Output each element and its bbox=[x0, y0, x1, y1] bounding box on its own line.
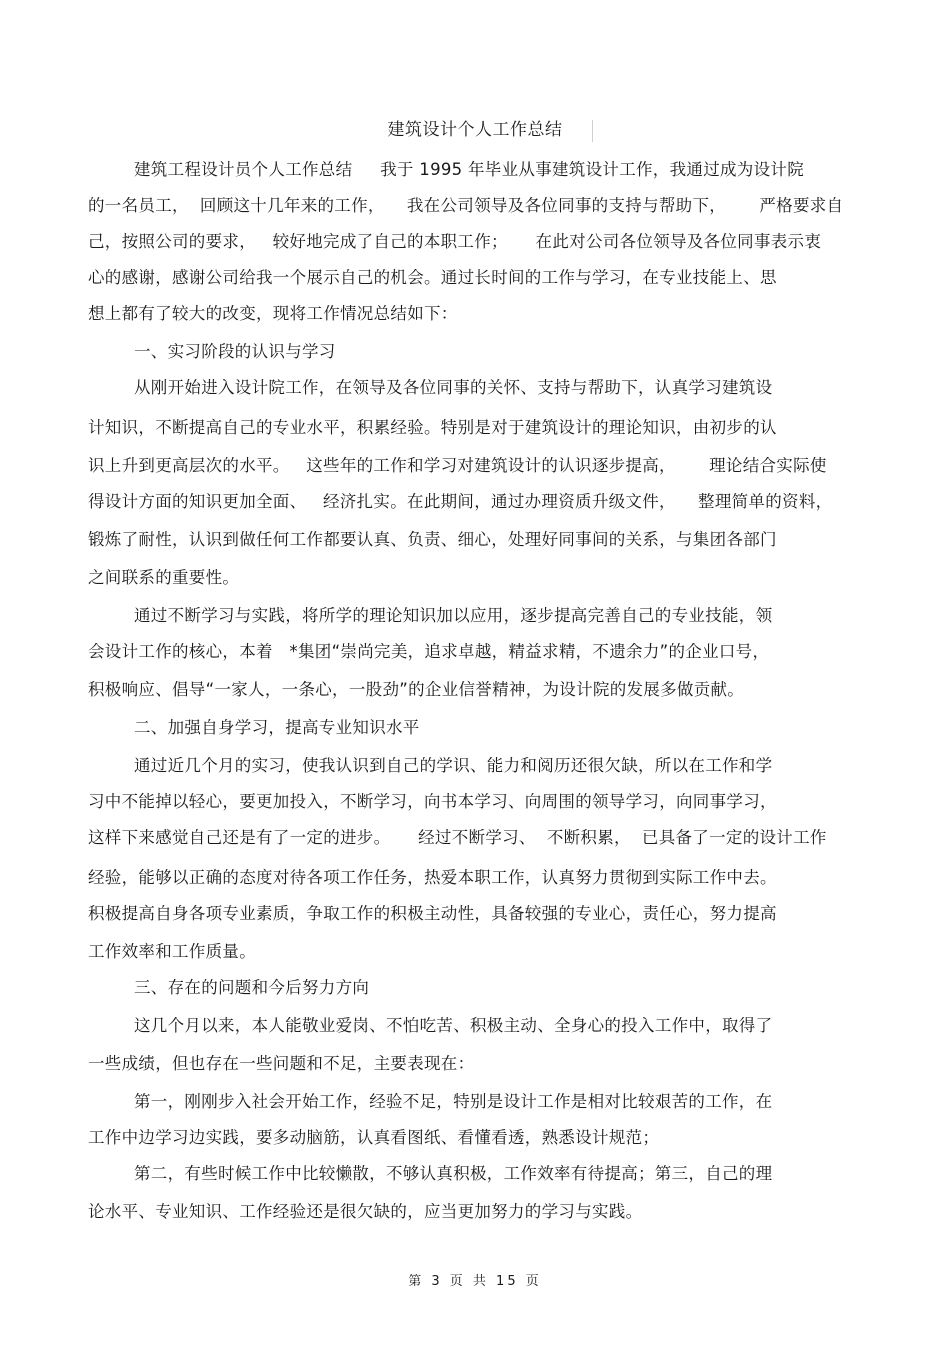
body-line: 己，按照公司的要求， 较好地完成了自己的本职工作； 在此对公司各位领导及各位同事表示衷 bbox=[88, 232, 822, 251]
body-line: 之间联系的重要性。 bbox=[88, 568, 240, 587]
section-heading: 一、实习阶段的认识与学习 bbox=[134, 342, 336, 361]
body-line: 这样下来感觉自己还是有了一定的进步。 经过不断学习、 不断积累， 已具备了一定的设计工作 bbox=[88, 828, 827, 847]
body-line: 工作中边学习边实践，要多动脑筋，认真看图纸、看懂看透，熟悉设计规范； bbox=[88, 1128, 660, 1147]
body-line: 识上升到更高层次的水平。 这些年的工作和学习对建筑设计的认识逐步提高， 理论结合实际使 bbox=[88, 456, 827, 475]
body-line: 想上都有了较大的改变，现将工作情况总结如下： bbox=[88, 304, 458, 323]
section-heading: 二、加强自身学习，提高专业知识水平 bbox=[134, 718, 420, 737]
body-line: 会设计工作的核心，本着 *集团“崇尚完美，追求卓越，精益求精，不遗余力”的企业口号， bbox=[88, 642, 770, 661]
body-line: 的一名员工， 回顾这十几年来的工作， 我在公司领导及各位同事的支持与帮助下， 严格要求自 bbox=[88, 196, 844, 215]
body-line: 工作效率和工作质量。 bbox=[88, 942, 256, 961]
body-line: 论水平、专业知识、工作经验还是很欠缺的，应当更加努力的学习与实践。 bbox=[88, 1202, 643, 1221]
document-title: 建筑设计个人工作总结 bbox=[387, 120, 563, 140]
body-line: 这几个月以来，本人能敬业爱岗、不怕吃苦、积极主动、全身心的投入工作中，取得了 bbox=[134, 1016, 773, 1035]
body-line: 心的感谢，感谢公司给我一个展示自己的机会。通过长时间的工作与学习，在专业技能上、思 bbox=[88, 268, 777, 287]
body-line: 通过近几个月的实习，使我认识到自己的学识、能力和阅历还很欠缺，所以在工作和学 bbox=[134, 756, 773, 775]
section-heading: 三、存在的问题和今后努力方向 bbox=[134, 978, 370, 997]
body-line: 一些成绩，但也存在一些问题和不足，主要表现在： bbox=[88, 1054, 475, 1073]
body-line: 第一，刚刚步入社会开始工作，经验不足，特别是设计工作是相对比较艰苦的工作，在 bbox=[134, 1092, 773, 1111]
body-line: 第二，有些时候工作中比较懒散，不够认真积极，工作效率有待提高；第三，自己的理 bbox=[134, 1164, 773, 1183]
body-line: 计知识，不断提高自己的专业水平，积累经验。特别是对于建筑设计的理论知识，由初步的认 bbox=[88, 418, 777, 437]
body-line: 从刚开始进入设计院工作，在领导及各位同事的关怀、支持与帮助下，认真学习建筑设 bbox=[134, 378, 773, 397]
body-line: 习中不能掉以轻心，要更加投入，不断学习，向书本学习、向周围的领导学习，向同事学习， bbox=[88, 792, 777, 811]
body-line: 经验，能够以正确的态度对待各项工作任务，热爱本职工作，认真努力贯彻到实际工作中去。 bbox=[88, 868, 777, 887]
body-line: 积极响应、倡导“一家人，一条心，一股劲”的企业信誉精神，为设计院的发展多做贡献。 bbox=[88, 680, 745, 699]
body-line: 得设计方面的知识更加全面、 经济扎实。在此期间，通过办理资质升级文件， 整理简单的资料， bbox=[88, 492, 833, 511]
body-line: 建筑工程设计员个人工作总结 我于 1995 年毕业从事建筑设计工作，我通过成为设计院 bbox=[134, 160, 805, 179]
body-line: 锻炼了耐性，认识到做任何工作都要认真、负责、细心，处理好同事间的关系，与集团各部门 bbox=[88, 530, 777, 549]
body-line: 通过不断学习与实践，将所学的理论知识加以应用，逐步提高完善自己的专业技能，领 bbox=[134, 606, 773, 625]
text-cursor-mark bbox=[592, 120, 593, 142]
body-line: 积极提高自身各项专业素质，争取工作的积极主动性，具备较强的专业心，责任心，努力提高 bbox=[88, 904, 777, 923]
page-number-footer: 第 3 页 共 15 页 bbox=[408, 1274, 542, 1289]
